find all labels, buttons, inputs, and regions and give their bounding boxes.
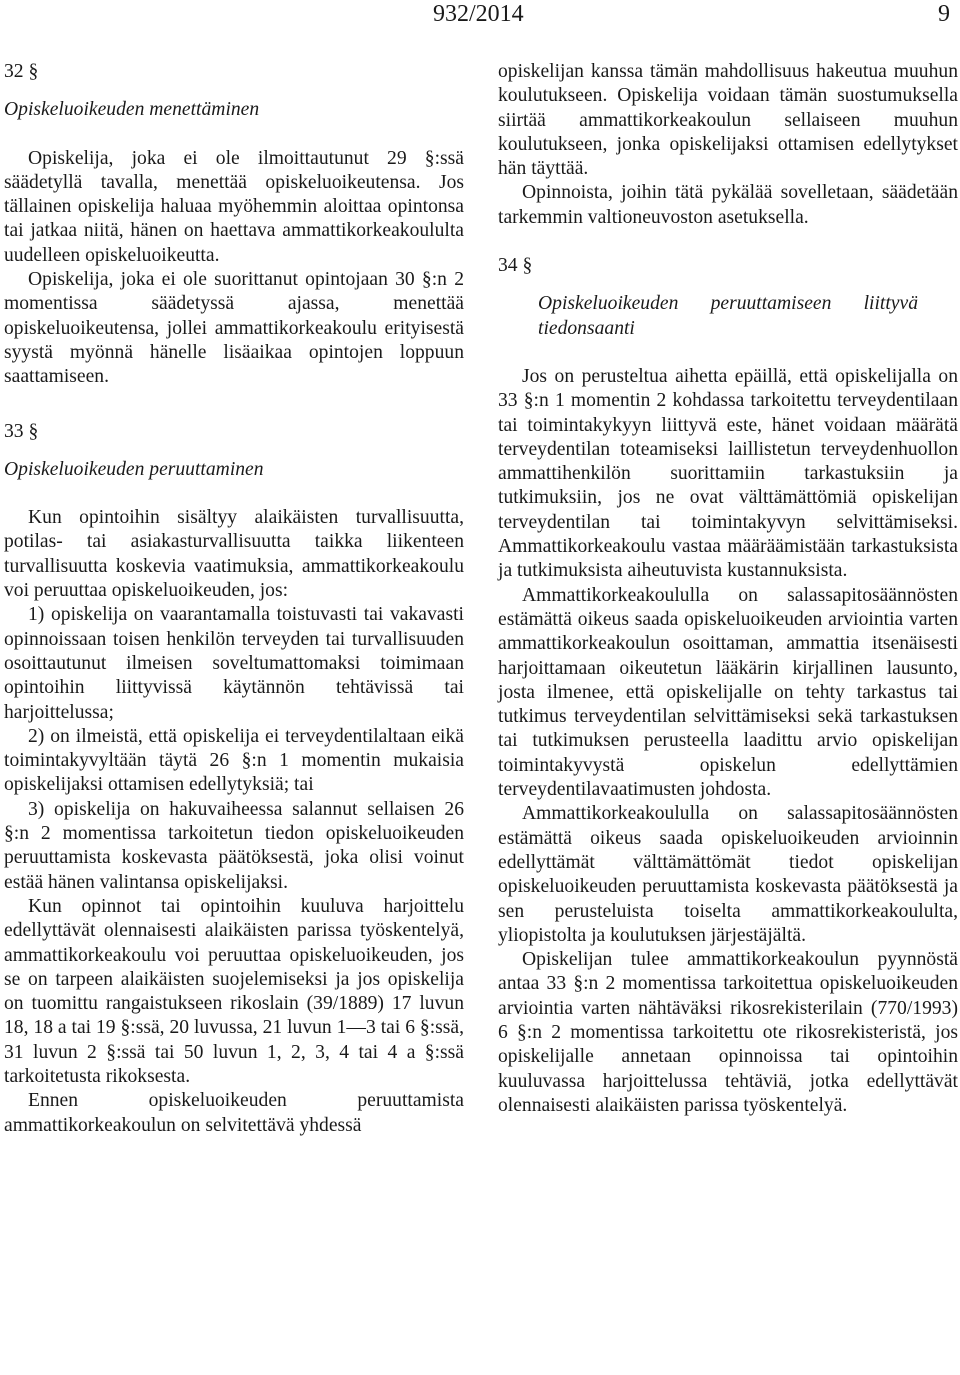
right-column (498, 60, 958, 1118)
section-32-paragraph-1: Opiskelija, joka ei ole ilmoittautunut 29 §:ssä säädetyllä tavalla, menettää opiskeluoikeutensa. Jos tällainen opiskelija haluaa myöhemmin aloittaa opintonsa tai jatkaa niitä, hänen on haettava ammattikorkeakoululta uudelleen opiskeluoikeutta. (4, 147, 464, 266)
section-33-number: 33 § (4, 420, 39, 442)
section-33-item-1: 1) opiskelija on vaarantamalla toistuvasti tai vakavasti opinnoissaan toisen henkilön terveyden tai turvallisuuden osoittautunut ilmeisen soveltumattomaksi toimimaan opintoihin liittyvissä käytännön tehtävissä tai harjoittelussa; (4, 604, 464, 723)
section-33-paragraph-2: Kun opinnot tai opintoihin kuuluva harjoittelu edellyttävät olennaisesti alaikäisten parissa työskentelyä, ammattikorkeakoulu voi peruuttaa opiskeluoikeuden, jos se on tarpeen alaikäisten suojelemiseksi ja jos opiskelija on tuomittu rangaistukseen rikoslain (39/1889) 17 luvun 18, 18 a tai 19 §:ssä, 20 luvussa, 21 luvun 1—3 tai 6 §:ssä, 31 luvun 2 §:ssä tai 50 luvun 1, 2, 3, 4 tai 4 a §:ssä tarkoitetusta rikoksesta. (4, 895, 464, 1087)
section-34-paragraph-1: Jos on perusteltua aihetta epäillä, että opiskelijalla on 33 §:n 1 momentin 2 kohdassa tarkoitettu terveydentilaan tai toimintakykyyn liittyvä este, hänet voidaan määrätä terveydentilan toteamiseksi laillistetun terveydenhuollon ammattihenkilön suorittamiin tarkastuksiin ja tutkimuksiin, jos ne ovat välttämättömiä opiskelijan terveydentilan tai toimintakyvyn selvittämiseksi. Ammattikorkeakoulu vastaa määräämistään tarkastuksista ja tutkimuksista aiheutuvista kustannuksista. (498, 365, 958, 582)
section-34-paragraph-3: Ammattikorkeakoululla on salassapitosäännösten estämättä oikeus saada opiskeluoikeuden arvioinnin edellyttämät välttämättömät tiedot opiskelijan opiskeluoikeuden peruuttamista koskevasta päätöksestä ja sen perusteluista toiselta ammattikorkeakoululta, yliopistolta ja koulutuksen järjestäjältä. (498, 803, 958, 946)
section-32-title: Opiskeluoikeuden menettäminen (4, 99, 260, 121)
section-34-title: Opiskeluoikeuden peruuttamiseen liittyvä tiedonsaanti (538, 293, 918, 339)
document-number: 932/2014 (433, 1, 524, 27)
page-header (0, 0, 960, 30)
section-34-paragraph-4: Opiskelijan tulee ammattikorkeakoulun pyynnöstä antaa 33 §:n 2 momentissa tarkoitettua opiskeluoikeuden arviointia varten nähtäväksi rikosrekisterilain (770/1993) 6 §:n 2 momentissa tarkoitettu ote rikosrekisteristä, jos opiskelijalle annetaan opinnoissa tai opintoihin kuuluvassa harjoittelussa tehtäviä, jotka edellyttävät olennaisesti alaikäisten parissa työskentelyä. (498, 949, 958, 1116)
section-33-item-2: 2) on ilmeistä, että opiskelija ei terveydentilaltaan eikä toimintakyvyltään täytä 26 §:n 1 momentin mukaisia opiskelijaksi ottamisen edellytyksiä; tai (4, 725, 464, 796)
section-33-paragraph-1: Kun opintoihin sisältyy alaikäisten turvallisuutta, potilas- tai asiakasturvallisuutta taikka liikenteen turvallisuutta koskevia vaatimuksia, ammattikorkeakoulu voi peruuttaa opiskeluoikeuden, jos: (4, 507, 464, 602)
section-33-item-3: 3) opiskelija on hakuvaiheessa salannut sellaisen 26 §:n 2 momentissa tarkoitetun tiedon opiskeluoikeuden peruuttamista koskevasta päätöksestä, joka olisi voinut estää hänen valintansa opiskelijaksi. (4, 798, 464, 893)
section-34-paragraph-2: Ammattikorkeakoululla on salassapitosäännösten estämättä oikeus saada opiskeluoikeuden arviointia varten ammattikorkeakoulun osoittaman, ammattia itsenäisesti harjoittamaan oikeutetun lääkärin kirjallinen lausunto, josta ilmenee, että opiskelijalle on tehty tarkastus tai tutkimus terveydentilan selvittämiseksi sekä tarkastuksen tai tutkimuksen perusteella laadittu arvio opiskelijan toimintakyvystä opiskelun edellyttämien terveydentilavaatimusten johdosta. (498, 584, 958, 801)
section-33-title: Opiskeluoikeuden peruuttaminen (4, 458, 264, 480)
section-33-continuation-2: Opinnoista, joihin tätä pykälää sovelletaan, säädetään tarkemmin valtioneuvoston asetuksella. (498, 182, 958, 228)
section-33-paragraph-3: Ennen opiskeluoikeuden peruuttamista ammattikorkeakoulun on selvitettävä yhdessä (4, 1090, 464, 1136)
section-32-number: 32 § (4, 61, 39, 82)
section-32-paragraph-2: Opiskelija, joka ei ole suorittanut opintojaan 30 §:n 2 momentissa säädetyssä ajassa, menettää opiskeluoikeutensa, jollei ammattikorkeakoulu erityisestä syystä myönnä hänelle lisäaikaa opintojen loppuun saattamiseen. (4, 269, 464, 388)
section-34-number: 34 § (498, 255, 533, 277)
page-number: 9 (938, 1, 950, 27)
section-33-continuation-1: opiskelijan kanssa tämän mahdollisuus hakeutua muuhun koulutukseen. Opiskelija voidaan tämän suostumuksella siirtää ammattikorkeakoulun sellaiseen muuhun koulutukseen, jonka opiskelijaksi ottamisen edellytykset hän täyttää. (498, 61, 958, 180)
left-column (4, 60, 464, 1138)
